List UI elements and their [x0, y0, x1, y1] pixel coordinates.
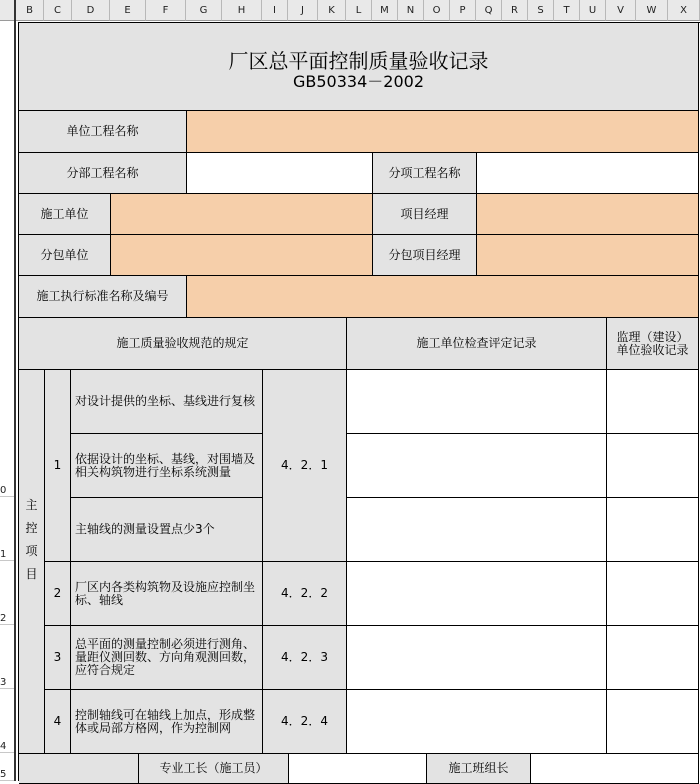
item-1-supervision-2[interactable] — [607, 434, 699, 498]
row-header-2[interactable]: 2 — [0, 561, 16, 625]
column-header-R[interactable]: R — [502, 0, 528, 21]
subcontractor-label: 分包单位 — [19, 235, 111, 276]
category-char-1: 主 — [25, 498, 38, 512]
column-header-V[interactable]: V — [606, 0, 636, 21]
item-4-number: 4 — [45, 690, 71, 754]
category-char-3: 项 — [25, 544, 38, 558]
column-header-J[interactable]: J — [288, 0, 318, 21]
column-header-H[interactable]: H — [222, 0, 262, 21]
column-header-D[interactable]: D — [72, 0, 110, 21]
standard-label: 施工执行标准名称及编号 — [19, 276, 187, 318]
item-3-number: 3 — [45, 626, 71, 690]
main-control-category — [19, 370, 45, 754]
item-1-number: 1 — [45, 370, 71, 562]
item-1-check-2[interactable] — [347, 434, 607, 498]
column-header-X[interactable]: X — [668, 0, 700, 21]
item-1-supervision-3[interactable] — [607, 498, 699, 562]
item-4-code: 4．2．4 — [263, 690, 347, 754]
item-4-text: 控制轴线可在轴线上加点，形成整体或局部方格网，作为控制网 — [71, 690, 263, 754]
title-block[interactable] — [19, 23, 699, 111]
item-3-check[interactable] — [347, 626, 607, 690]
spec-header: 施工质量验收规范的规定 — [19, 318, 347, 370]
foreman-input[interactable] — [289, 754, 427, 784]
row-header-1[interactable]: 1 — [0, 497, 16, 561]
supervision-header-line1: 监理（建设） — [616, 329, 689, 344]
row-header-3[interactable]: 3 — [0, 625, 16, 689]
item-3-code: 4．2．3 — [263, 626, 347, 690]
column-header-M[interactable]: M — [372, 0, 398, 21]
item-1-check-3[interactable] — [347, 498, 607, 562]
contractor-input[interactable] — [111, 194, 373, 235]
column-header-O[interactable]: O — [424, 0, 450, 21]
column-header-Q[interactable]: Q — [476, 0, 502, 21]
row-header-5[interactable]: 5 — [0, 753, 16, 781]
item-1-code: 4．2．1 — [263, 370, 347, 562]
item-1-check-1[interactable] — [347, 370, 607, 434]
column-header-T[interactable]: T — [554, 0, 580, 21]
column-header-G[interactable]: G — [186, 0, 222, 21]
column-header-P[interactable]: P — [450, 0, 476, 21]
item-3-supervision[interactable] — [607, 626, 699, 690]
column-header-N[interactable]: N — [398, 0, 424, 21]
item-1-line-3: 主轴线的测量设置点少3个 — [71, 498, 263, 562]
column-header-W[interactable]: W — [636, 0, 668, 21]
frozen-pane-divider[interactable] — [14, 0, 16, 781]
sub-division-label: 分部工程名称 — [19, 153, 187, 194]
standard-input[interactable] — [187, 276, 699, 318]
contractor-label: 施工单位 — [19, 194, 111, 235]
column-header-S[interactable]: S — [528, 0, 554, 21]
item-4-check[interactable] — [347, 690, 607, 754]
item-1-supervision-1[interactable] — [607, 370, 699, 434]
item-2-check[interactable] — [347, 562, 607, 626]
sub-item-label: 分项工程名称 — [373, 153, 477, 194]
item-2-text: 厂区内各类构筑物及设施应控制坐标、轴线 — [71, 562, 263, 626]
sub-item-input[interactable] — [477, 153, 699, 194]
column-header-I[interactable]: I — [262, 0, 288, 21]
item-2-number: 2 — [45, 562, 71, 626]
project-manager-input[interactable] — [477, 194, 699, 235]
category-char-2: 控 — [25, 521, 38, 535]
column-header-U[interactable]: U — [580, 0, 606, 21]
footer-blank — [19, 754, 139, 784]
row-header-0[interactable]: 0 — [0, 433, 16, 497]
foreman-label: 专业工长（施工员） — [139, 754, 289, 784]
supervision-header — [607, 318, 699, 370]
column-header-C[interactable]: C — [44, 0, 72, 21]
item-4-supervision[interactable] — [607, 690, 699, 754]
column-header-L[interactable]: L — [346, 0, 372, 21]
project-manager-label: 项目经理 — [373, 194, 477, 235]
sub-project-manager-label: 分包项目经理 — [373, 235, 477, 276]
form-title: 厂区总平面控制质量验收记录 — [228, 48, 489, 73]
team-leader-label: 施工班组长 — [427, 754, 531, 784]
item-1-line-1: 对设计提供的坐标、基线进行复核 — [71, 370, 263, 434]
check-record-header: 施工单位检查评定记录 — [347, 318, 607, 370]
category-char-4: 目 — [25, 567, 38, 581]
form-standard-code: GB50334－2002 — [293, 71, 424, 91]
column-header-E[interactable]: E — [110, 0, 146, 21]
item-3-text: 总平面的测量控制必须进行测角、量距仪测回数、方向角观测回数，应符合规定 — [71, 626, 263, 690]
item-2-supervision[interactable] — [607, 562, 699, 626]
column-header-B[interactable]: B — [16, 0, 44, 21]
sub-project-manager-input[interactable] — [477, 235, 699, 276]
form-sheet — [18, 22, 700, 781]
unit-project-label: 单位工程名称 — [19, 111, 187, 153]
sub-division-input[interactable] — [187, 153, 373, 194]
supervision-header-line2: 单位验收记录 — [616, 342, 689, 357]
column-header-K[interactable]: K — [318, 0, 346, 21]
item-1-line-2: 依据设计的坐标、基线，对围墙及相关构筑物进行坐标系统测量 — [71, 434, 263, 498]
unit-project-input[interactable] — [187, 111, 699, 153]
subcontractor-input[interactable] — [111, 235, 373, 276]
team-leader-input[interactable] — [531, 754, 699, 784]
item-2-code: 4．2．2 — [263, 562, 347, 626]
column-header-F[interactable]: F — [146, 0, 186, 21]
row-header-4[interactable]: 4 — [0, 689, 16, 753]
